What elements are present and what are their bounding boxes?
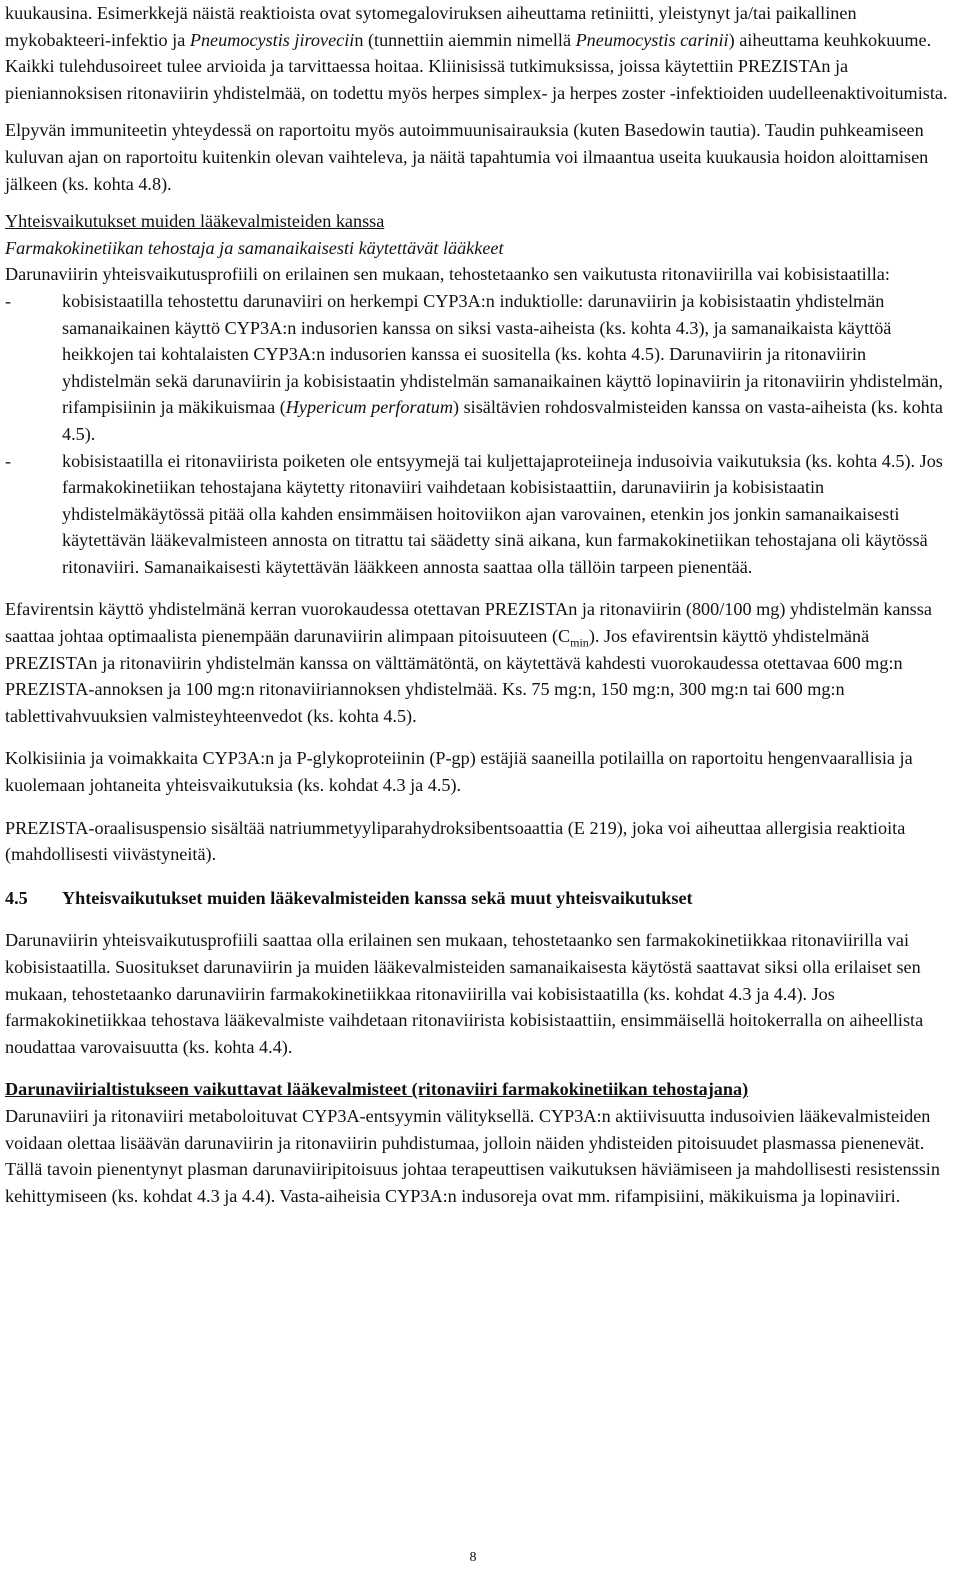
bullet-dash: - xyxy=(5,290,12,311)
paragraph-irs-reactions: kuukausina. Esimerkkejä näistä reaktioista ovat sytomegaloviruksen aiheuttama retiniitti, yleistynyt ja/tai paikallinen mykobakteeri-infektio ja Pneumocystis jiroveciin (tunnettiin aiemmin nimellä Pneumocystis carinii) aiheuttama keuhkokuume. Kaikki tulehdusoireet tulee arvioida ja tarvittaessa hoitaa. Kliinisissä tutkimuksissa, joissa käytettiin PREZISTAn ja pieniannoksisen ritonaviirin yhdistelmää, on todettu myös herpes simplex- ja herpes zoster -infektioiden uudelleenaktivoitumista. xyxy=(5,3,948,103)
interactions-subheading: Farmakokinetiikan tehostaja ja samanaikaisesti käytettävät lääkkeet xyxy=(5,237,504,258)
section-number: 4.5 xyxy=(5,887,28,908)
paragraph-efavirenz: Efavirentsin käyttö yhdistelmänä kerran vuorokaudessa otettavan PREZISTAn ja ritonaviirin (800/100 mg) yhdistelmän kanssa saattaa johtaa optimaalista pienempään darunaviirin alimpaan pitoisuuteen $(C_{min})$. Jos efavirentsin käyttö yhdistelmänä PREZISTAn ja ritonaviirin yhdistelmän kanssa on välttämätöntä, on käytettävä kahdesti vuorokaudessa otettavaa 600 mg:n PREZISTA-annoksen ja 100 mg:n ritonaviiriannoksen yhdistelmää. Ks. 75 mg:n, 150 mg:n, 300 mg:n tai 600 mg:n tablettivahvuuksien valmisteyhteenvedot (ks. kohta 4.5). xyxy=(5,599,932,726)
paragraph-colchicine: Kolkisiinia ja voimakkaita CYP3A:n ja P-glykoproteiinin (P-gp) estäjiä saaneilla potilailla on raportoitu hengenvaarallisia ja kuolemaan johtaneita yhteisvaikutuksia (ks. kohdat 4.3 ja 4.5). xyxy=(5,748,913,796)
italic-term: Hypericum perforatum xyxy=(285,397,453,418)
list-item: - kobisistaatilla ei ritonaviirista poiketen ole entsyymejä tai kuljettajaproteiineja indusoivia vaikutuksia (ks. kohta 4.5). Jos farmakokinetiikan tehostajana käytetty ritonaviiri vaihdetaan kobisistaattiin, darunaviirin ja kobisistaatin yhdistelmäkäytössä pitää olla kahden ensimmäisen hoitoviikon ajan varovainen, etenkin jos jonkin samanaikaisesti käytettävän lääkevalmisteen annosta on titrattu tai säädetty sinä aikana, kun farmakokinetiikan tehostajana oli käytössä ritonaviiri. Samanaikaisesti käytettävän lääkkeen annosta saattaa olla tällöin tarpeen pienentää. xyxy=(5,448,951,581)
section-heading-4-5 xyxy=(5,885,951,912)
exposure-heading: Darunaviirialtistukseen vaikuttavat lääkevalmisteet (ritonaviiri farmakokinetiikan tehostajana) xyxy=(5,1079,749,1100)
paragraph-section-4-5: Darunaviirin yhteisvaikutusprofiili saattaa olla erilainen sen mukaan, tehostetaanko sen farmakokinetiikkaa ritonaviirilla vai kobisistaatilla. Suositukset darunaviirin ja muiden lääkevalmisteiden samanaikaisesta käytöstä saattavat siksi olla erilaiset sen mukaan, tehostetaanko darunaviirin farmakokinetiikkaa ritonaviirilla vai kobisistaatilla (ks. kohdat 4.3 ja 4.4). Jos farmakokinetiikkaa tehostava lääkevalmiste vaihdetaan ritonaviirista kobisistaattiin, ensimmäisellä hoitokerralla on aiheellista noudattaa varovaisuutta (ks. kohta 4.4). xyxy=(5,930,924,1057)
section-title: Yhteisvaikutukset muiden lääkevalmisteiden kanssa sekä muut yhteisvaikutukset xyxy=(62,887,693,908)
interactions-heading: Yhteisvaikutukset muiden lääkevalmisteiden kanssa xyxy=(5,211,385,232)
paragraph-exposure: Darunaviiri ja ritonaviiri metaboloituvat CYP3A-entsyymin välityksellä. CYP3A:n aktiivisuutta indusoivien lääkevalmisteiden voidaan olettaa lisäävän darunaviirin ja ritonaviirin puhdistumaa, jolloin näiden yhdisteiden pitoisuudet plasmassa pienenevät. Tällä tavoin pienentynyt plasman darunaviiripitoisuus johtaa terapeuttisen vaikutuksen häviämiseen ja mahdollisesti resistenssin kehittymiseen (ks. kohdat 4.3 ja 4.4). Vasta-aiheisia CYP3A:n indusoreja ovat mm. rifampisiini, mäkikuisma ja lopinaviiri. xyxy=(5,1105,940,1206)
bullet-dash: - xyxy=(5,450,12,471)
italic-term: Pneumocystis jirovecii xyxy=(189,29,355,50)
list-item: - kobisistaatilla tehostettu darunaviiri on herkempi CYP3A:n induktiolle: darunaviirin ja kobisistaatin yhdistelmän samanaikainen käyttö CYP3A:n indusorien kanssa on siksi vasta-aiheista (ks. kohta 4.3), ja samanaikaista käyttöä heikkojen tai kohtalaisten CYP3A:n indusorien kanssa ei suositella (ks. kohta 4.5). Darunaviirin ja ritonaviirin yhdistelmän sekä darunaviirin ja kobisistaatin yhdistelmän samanaikainen käyttö lopinaviirin ja ritonaviirin yhdistelmän, rifampisiinin ja mäkikuismaa (Hypericum perforatum) sisältävien rohdosvalmisteiden kanssa on vasta-aiheista (ks. kohta 4.5). xyxy=(5,288,951,448)
interactions-intro: Darunaviirin yhteisvaikutusprofiili on erilainen sen mukaan, tehostetaanko sen vaikutusta ritonaviirilla vai kobisistaatilla: xyxy=(5,264,890,285)
paragraph-suspension: PREZISTA-oraalisuspensio sisältää natriummetyyliparahydroksibentsoaattia (E 219), joka voi aiheuttaa allergisia reaktioita (mahdollisesti viivästyneitä). xyxy=(5,817,906,865)
page-number: 8 xyxy=(469,1550,477,1565)
paragraph-autoimmune: Elpyvän immuniteetin yhteydessä on raportoitu myös autoimmuunisairauksia (kuten Basedowin tautia). Taudin puhkeamiseen kuluvan ajan on raportoitu kuitenkin olevan vaihteleva, ja näitä tapahtumia voi ilmaantua useita kuukausia hoidon aloittamisen jälkeen (ks. kohta 4.8). xyxy=(5,120,929,194)
italic-term: Pneumocystis carinii xyxy=(575,29,729,50)
document-page xyxy=(5,0,951,1209)
